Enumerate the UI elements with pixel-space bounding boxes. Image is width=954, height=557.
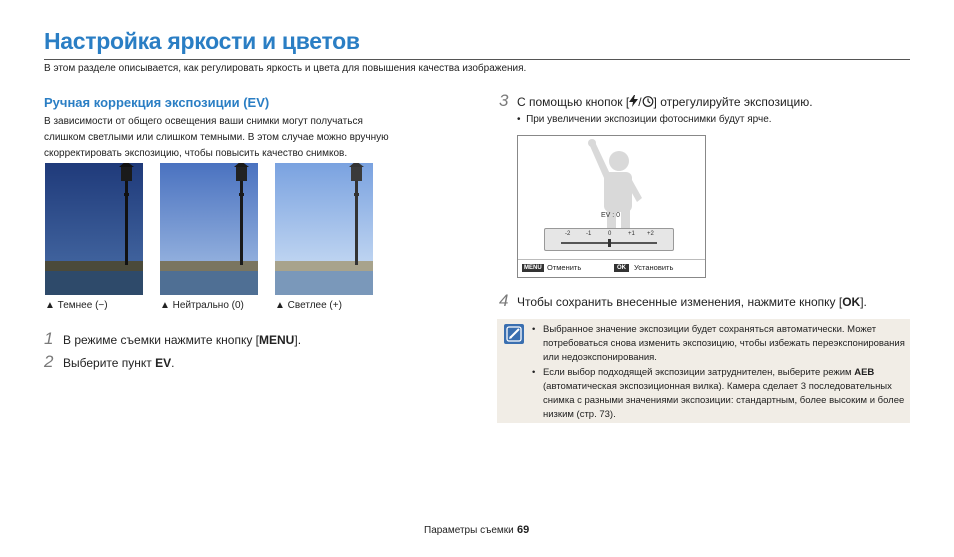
page-title: Настройка яркости и цветов bbox=[44, 28, 360, 54]
menu-button-key[interactable]: MENU bbox=[524, 265, 542, 271]
ev-tick-label: -1 bbox=[586, 231, 592, 237]
ev-tick-label: +2 bbox=[647, 231, 654, 237]
step-text-part: / bbox=[638, 95, 642, 109]
photo-darker bbox=[45, 163, 143, 295]
ev-readout: EV : 0 bbox=[601, 212, 621, 219]
paragraph-line: В зависимости от общего освещения ваши снимки могут получаться bbox=[44, 116, 363, 127]
ok-key: OK bbox=[842, 295, 861, 309]
title-divider bbox=[44, 59, 910, 60]
paragraph-line: скорректировать экспозицию, чтобы повысить качество снимков. bbox=[44, 148, 348, 159]
ev-thumb[interactable] bbox=[608, 239, 611, 247]
aeb-key: AEB bbox=[854, 367, 875, 378]
step-4-text bbox=[517, 295, 867, 309]
footer-section: Параметры съемки bbox=[424, 525, 514, 536]
photo-caption: ▲ Нейтрально (0) bbox=[160, 300, 244, 311]
step-number: 4 bbox=[499, 291, 509, 310]
step-number: 1 bbox=[44, 329, 54, 348]
note-pencil-icon bbox=[504, 324, 524, 344]
bullet-dot: • bbox=[517, 114, 527, 125]
page-intro: В этом разделе описывается, как регулировать яркость и цвета для повышения качества изображения. bbox=[44, 63, 527, 74]
step-1-text bbox=[63, 333, 301, 347]
step-number: 2 bbox=[44, 352, 54, 371]
note-list bbox=[532, 323, 907, 423]
page-number: 69 bbox=[517, 524, 530, 536]
step-text-part: ]. bbox=[294, 333, 302, 347]
note-text-part: (автоматическая экспозиционная вилка). Камера сделает 3 последовательных снимка с разными значениями экспозиции: стандартным, более высоким и более низким (стр. 73). bbox=[543, 381, 905, 420]
step-text-part: С помощью кнопок [ bbox=[517, 95, 630, 109]
screen-footer bbox=[518, 259, 705, 278]
ok-button-key[interactable]: OK bbox=[614, 264, 629, 272]
note-item bbox=[532, 366, 907, 422]
ev-slider[interactable] bbox=[544, 228, 674, 251]
photo-caption: ▲ Светлее (+) bbox=[275, 300, 342, 311]
ev-tick-label: -2 bbox=[565, 231, 571, 237]
menu-key: MENU bbox=[259, 333, 295, 347]
step-text-part: ] отрегулируйте экспозицию. bbox=[653, 95, 813, 109]
step-number: 3 bbox=[499, 91, 509, 110]
section-paragraph bbox=[44, 114, 434, 162]
photo-brighter bbox=[275, 163, 373, 295]
note-text-part: Если выбор подходящей экспозиции затруднителен, выберите режим bbox=[543, 367, 855, 378]
ev-tick-label: 0 bbox=[608, 231, 612, 237]
step-3-bullet bbox=[517, 114, 772, 125]
step-text-part: Чтобы сохранить внесенные изменения, нажмите кнопку [ bbox=[517, 295, 843, 309]
ev-key: EV bbox=[155, 356, 172, 370]
timer-icon bbox=[642, 95, 654, 107]
step-text-part: ]. bbox=[860, 295, 867, 309]
section-title: Ручная коррекция экспозиции (EV) bbox=[44, 95, 270, 110]
paragraph-line: слишком светлыми или слишком темными. В этом случае можно вручную bbox=[44, 132, 389, 143]
bullet-text: При увеличении экспозиции фотоснимки будут ярче. bbox=[526, 114, 772, 125]
step-text-part: В режиме съемки нажмите кнопку [ bbox=[63, 333, 260, 347]
note-item: • Выбранное значение экспозиции будет сохраняться автоматически. Может потребоваться снова изменить экспозицию, чтобы избежать переэкспонирования или недоэкспонирования. bbox=[532, 323, 907, 365]
ev-tick-label: +1 bbox=[628, 231, 635, 237]
ev-scale bbox=[545, 231, 673, 239]
step-3-text bbox=[517, 95, 813, 109]
set-label: Установить bbox=[634, 263, 674, 272]
step-text-part: . bbox=[171, 356, 175, 370]
cancel-label: Отменить bbox=[547, 263, 582, 272]
step-text-part: Выберите пункт bbox=[63, 356, 156, 370]
step-2-text bbox=[63, 356, 175, 370]
camera-screen bbox=[517, 135, 706, 278]
photo-caption: ▲ Темнее (−) bbox=[45, 300, 108, 311]
flash-icon bbox=[629, 95, 638, 107]
photo-neutral bbox=[160, 163, 258, 295]
